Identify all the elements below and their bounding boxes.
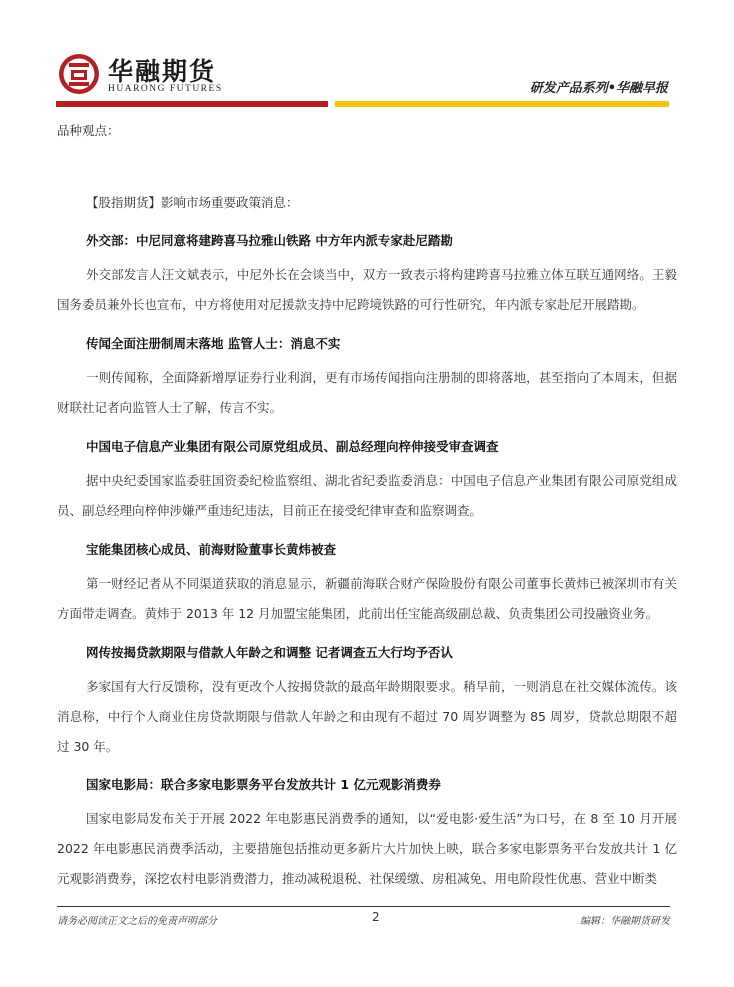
news-title: 传闻全面注册制周末落地 监管人士：消息不实 [86, 336, 341, 351]
news-title: 中国电子信息产业集团有限公司原党组成员、副总经理向梓伸接受审查调查 [86, 439, 499, 454]
news-title: 网传按揭贷款期限与借款人年龄之和调整 记者调查五大行均予否认 [86, 645, 453, 660]
news-body: 多家国有大行反馈称，没有更改个人按揭贷款的最高年龄期限要求。稍早前，一则消息在社交媒体流传。该消息称，中行个人商业住房贷款期限与借款人年龄之和由现有不超过 70 周岁调整为 85 周岁，贷款总期限不超过 30 年。 [57, 679, 677, 754]
report-series: 研发产品系列•华融早报 [529, 81, 668, 96]
editor-credit: 编辑：华融期货研发 [580, 916, 670, 927]
news-body: 一则传闻称，全面降新增厚证券行业利润，更有市场传闻指向注册制的即将落地，甚至指向了本周末，但据财联社记者向监管人士了解，传言不实。 [57, 370, 677, 415]
huarong-logo-icon [57, 52, 101, 96]
header-rule-yellow [335, 101, 669, 107]
news-body: 外交部发言人汪文斌表示，中尼外长在会谈当中，双方一致表示将构建跨喜马拉雅立体互联互通网络。王毅国务委员兼外长也宣布，中方将使用对尼援款支持中尼跨境铁路的可行性研究，年内派专家赴尼开展踏勘。 [57, 267, 677, 312]
news-body: 国家电影局发布关于开展 2022 年电影惠民消费季的通知，以“爱电影·爱生活”为口号，在 8 至 10 月开展 2022 年电影惠民消费季活动，主要措施包括推动更多新片大片加快上映，联合多家电影票务平台发放共计 1 亿元观影消费券，深挖农村电影消费潜力，推动减税退税、社保缓缴、房租减免、用电阶段性优惠、营业中断类 [57, 811, 677, 886]
brand-name-en: HUARONG FUTURES [108, 84, 223, 94]
news-body: 据中央纪委国家监委驻国资委纪检监察组、湖北省纪委监委消息：中国电子信息产业集团有限公司原党组成员、副总经理向梓伸涉嫌严重违纪违法，目前正在接受纪律审查和监察调查。 [57, 473, 677, 518]
page-number: 2 [372, 910, 380, 924]
header-rule-red [56, 101, 328, 107]
brand-name-cn: 华融期货 [108, 57, 217, 86]
section-title: 【股指期货】影响市场重要政策消息： [86, 195, 299, 210]
intro-label: 品种观点： [57, 123, 120, 138]
news-title: 外交部：中尼同意将建跨喜马拉雅山铁路 中方年内派专家赴尼踏勘 [86, 233, 453, 248]
news-body: 第一财经记者从不同渠道获取的消息显示，新疆前海联合财产保险股份有限公司董事长黄炜已被深圳市有关方面带走调查。黄炜于 2013 年 12 月加盟宝能集团，此前出任宝能高级副总裁、负责集团公司投融资业务。 [57, 576, 677, 621]
news-title: 宝能集团核心成员、前海财险董事长黄炜被查 [86, 542, 337, 557]
disclaimer-note: 请务必阅读正文之后的免责声明部分 [57, 916, 217, 927]
news-title: 国家电影局：联合多家电影票务平台发放共计 1 亿元观影消费券 [86, 777, 441, 792]
footer-rule [57, 906, 670, 907]
